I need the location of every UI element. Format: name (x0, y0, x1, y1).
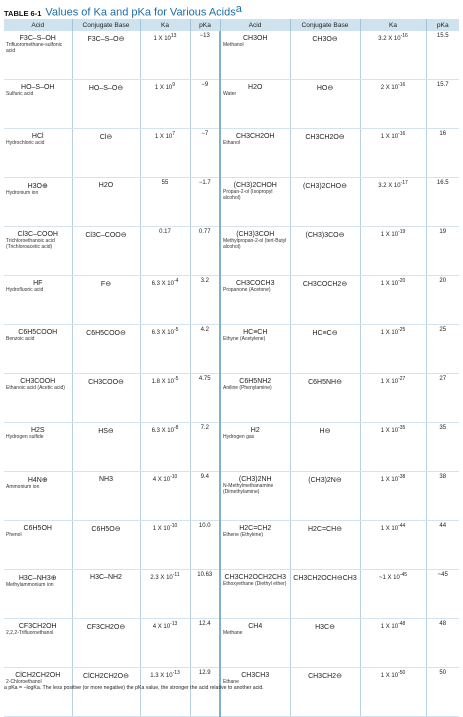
base-formula: CF3CH2O⊖ (86, 624, 126, 631)
ka-cell: 1 X $10^{-25}$ (360, 325, 426, 374)
header-ka-right: Ka (360, 19, 426, 31)
base-formula: Cl3C–COO⊖ (85, 232, 127, 239)
acid-name: 2,2,2-Trifluoroethanol (6, 630, 54, 636)
ka-cell: 2 X $10^{-16}$ (360, 80, 426, 129)
base-formula: C6H5COO⊖ (86, 330, 126, 337)
ka-cell: 3.2 X $10^{-17}$ (360, 178, 426, 227)
acid-cell (4, 227, 72, 276)
table-row (4, 325, 459, 374)
acid-name: Hydrofluoric acid (6, 287, 44, 293)
pka-cell: −7 (190, 129, 220, 178)
conjugate-base-cell (72, 80, 140, 129)
base-formula: HS⊖ (98, 428, 114, 435)
acid-name: Hydronium ion (6, 190, 39, 196)
acid-name: Ethanol (223, 140, 240, 146)
table-title: Values of Ka and pKa for Various Acids (45, 6, 236, 19)
acid-cell (220, 31, 290, 80)
conjugate-base-cell (290, 472, 360, 521)
acid-formula: C6H5OH (23, 525, 52, 532)
acid-name: Phenol (6, 532, 22, 538)
header-acid-right: Acid (220, 19, 290, 31)
base-formula: CH3COO⊖ (88, 379, 124, 386)
base-formula: C6H5O⊖ (91, 526, 121, 533)
ka-cell: 1 X $10^9$ (140, 80, 190, 129)
pka-cell: 20 (426, 276, 459, 325)
conjugate-base-cell (72, 570, 140, 619)
base-formula: (CH3)3CO⊖ (305, 232, 345, 239)
table-row (4, 521, 459, 570)
pka-cell: −13 (190, 31, 220, 80)
base-formula: CH3CH2O⊖ (305, 134, 345, 141)
pka-cell: 15.5 (426, 31, 459, 80)
acid-table (4, 19, 459, 717)
acid-cell (4, 619, 72, 668)
acid-name: Trifluoromethane-sulfonic acid (6, 42, 63, 54)
acid-name: Methanol (223, 42, 244, 48)
pka-cell: 19 (426, 227, 459, 276)
acid-formula: CH3OH (242, 35, 268, 42)
conjugate-base-cell (72, 521, 140, 570)
base-formula: ClCH2CH2O⊖ (83, 673, 129, 680)
acid-cell (220, 178, 290, 227)
acid-formula: ClCH2CH2OH (15, 672, 61, 679)
acid-formula: CH3CH3 (241, 672, 270, 679)
base-formula: H2C=CH⊖ (307, 526, 343, 533)
table-row (4, 178, 459, 227)
base-formula: H3C⊖ (315, 624, 335, 631)
pka-cell: 27 (426, 374, 459, 423)
title-superscript: a (235, 3, 242, 15)
acid-cell (4, 472, 72, 521)
conjugate-base-cell (72, 668, 140, 717)
ka-cell: 1 X $10^7$ (140, 129, 190, 178)
acid-name: Ethyne (Acetylene) (223, 336, 266, 342)
pka-cell: 44 (426, 521, 459, 570)
acid-formula: H3O⊕ (27, 183, 48, 190)
acid-cell (4, 521, 72, 570)
base-formula: CH3CH2OCH⊖CH3 (293, 575, 357, 582)
acid-name: Ethane (223, 679, 239, 685)
pka-cell: 48 (426, 619, 459, 668)
conjugate-base-cell (290, 276, 360, 325)
conjugate-base-cell (290, 570, 360, 619)
conjugate-base-cell (290, 325, 360, 374)
ka-cell: 4 X $10^{-10}$ (140, 472, 190, 521)
conjugate-base-cell (290, 374, 360, 423)
ka-cell: 1 X $10^{-27}$ (360, 374, 426, 423)
pka-cell: 4.2 (190, 325, 220, 374)
acid-name: Propanone (Acetone) (223, 287, 271, 293)
acid-name: Hydrogen gas (223, 434, 255, 440)
pka-cell: 10.0 (190, 521, 220, 570)
base-formula: HO–S–O⊖ (88, 85, 124, 92)
acid-formula: H2S (30, 427, 45, 434)
pka-cell: 12.9 (190, 668, 220, 717)
ka-cell: 1 X $10^{-20}$ (360, 276, 426, 325)
acid-formula: HCl (31, 133, 44, 140)
table-row (4, 472, 459, 521)
base-formula: CH3CH2⊖ (308, 673, 342, 680)
pka-cell: 16 (426, 129, 459, 178)
conjugate-base-cell (72, 472, 140, 521)
acid-name: Methylammonium ion (6, 582, 54, 588)
pka-cell: ~45 (426, 570, 459, 619)
table-row (4, 129, 459, 178)
acid-cell (220, 472, 290, 521)
pka-cell: 7.2 (190, 423, 220, 472)
acid-formula: H3C–NH3⊕ (18, 575, 57, 582)
acid-formula: HO–S–OH (21, 84, 55, 91)
pka-cell: 4.75 (190, 374, 220, 423)
acid-cell (220, 80, 290, 129)
acid-cell (4, 276, 72, 325)
ka-cell: 55 (140, 178, 190, 227)
table-row (4, 276, 459, 325)
conjugate-base-cell (290, 178, 360, 227)
pka-cell: 12.4 (190, 619, 220, 668)
table-row (4, 227, 459, 276)
table-row (4, 570, 459, 619)
table-number: TABLE 6-1 (4, 8, 42, 18)
pka-cell: 38 (426, 472, 459, 521)
pka-cell: 16.5 (426, 178, 459, 227)
header-base-left: Conjugate Base (72, 19, 140, 31)
conjugate-base-cell (72, 276, 140, 325)
conjugate-base-cell (290, 80, 360, 129)
ka-cell: 4 X $10^{-13}$ (140, 619, 190, 668)
conjugate-base-cell (72, 423, 140, 472)
acid-formula: C6H5NH2 (239, 378, 272, 385)
pka-cell: 9.4 (190, 472, 220, 521)
ka-cell: 0.17 (140, 227, 190, 276)
conjugate-base-cell (72, 325, 140, 374)
acid-formula: CH4 (248, 623, 263, 630)
acid-cell (220, 374, 290, 423)
ka-cell: 1 X $10^{-10}$ (140, 521, 190, 570)
base-formula: H⊖ (319, 428, 331, 435)
acid-formula: HC≡CH (243, 329, 268, 336)
base-formula: F⊖ (100, 281, 112, 288)
header-ka-left: Ka (140, 19, 190, 31)
conjugate-base-cell (290, 668, 360, 717)
conjugate-base-cell (72, 227, 140, 276)
acid-name: N-Methylmethanamine (Dimethylamine) (223, 483, 274, 495)
pka-cell: 10.63 (190, 570, 220, 619)
ka-cell: 6.3 X $10^{-8}$ (140, 423, 190, 472)
acid-name: Hydrochloric acid (6, 140, 45, 146)
acid-cell (220, 570, 290, 619)
conjugate-base-cell (290, 129, 360, 178)
acid-cell (4, 374, 72, 423)
acid-formula: CH3CH2OCH2CH3 (224, 574, 286, 581)
acid-name: Ammonium ion (6, 484, 40, 490)
acid-cell (220, 668, 290, 717)
acid-formula: H2 (250, 427, 260, 434)
acid-name: Ethoxyethane (Diethyl ether) (223, 581, 287, 587)
acid-formula: CH3CH2OH (235, 133, 275, 140)
conjugate-base-cell (290, 521, 360, 570)
ka-cell: 2.3 X $10^{-11}$ (140, 570, 190, 619)
table-row (4, 619, 459, 668)
acid-formula: CH3COCH3 (235, 280, 275, 287)
acid-cell (220, 325, 290, 374)
ka-cell: 1 X $10^{-38}$ (360, 472, 426, 521)
acid-cell (4, 80, 72, 129)
conjugate-base-cell (72, 31, 140, 80)
acid-formula: F3C–S–OH (19, 35, 56, 42)
ka-cell: 6.3 X $10^{-4}$ (140, 276, 190, 325)
acid-cell (220, 521, 290, 570)
acid-name: Trichloroethanoic acid (Trichloroacetic acid) (6, 238, 55, 250)
ka-cell: 3.2 X $10^{-16}$ (360, 31, 426, 80)
acid-name: Ethene (Ethylene) (223, 532, 264, 538)
acid-formula: CF3CH2OH (18, 623, 57, 630)
acid-cell (4, 423, 72, 472)
header-row (4, 19, 459, 31)
acid-formula: H4N⊕ (27, 477, 48, 484)
table-row (4, 80, 459, 129)
ka-cell: 6.3 X $10^{-5}$ (140, 325, 190, 374)
pka-cell: 50 (426, 668, 459, 717)
ka-cell: 1 X $10^{-16}$ (360, 129, 426, 178)
pka-cell: 3.2 (190, 276, 220, 325)
acid-cell (220, 129, 290, 178)
base-formula: CH3COCH2⊖ (302, 281, 348, 288)
acid-name: 2-Chloroethanol (6, 679, 42, 685)
acid-cell (4, 178, 72, 227)
ka-cell: ~1 X $10^{-45}$ (360, 570, 426, 619)
acid-formula: (CH3)2NH (238, 476, 272, 483)
acid-name: Water (223, 91, 237, 97)
ka-cell: 1 X $10^{13}$ (140, 31, 190, 80)
conjugate-base-cell (290, 423, 360, 472)
acid-cell (4, 129, 72, 178)
table-caption (4, 3, 242, 17)
table-row (4, 668, 459, 717)
acid-formula: (CH3)2CHOH (233, 182, 277, 189)
ka-cell: 1 X $10^{-50}$ (360, 668, 426, 717)
acid-cell (220, 619, 290, 668)
acid-formula: H2O (248, 84, 263, 91)
table-row (4, 31, 459, 80)
acid-cell (220, 276, 290, 325)
header-acid-left: Acid (4, 19, 72, 31)
base-formula: H2O (98, 182, 114, 189)
pka-cell: 0.77 (190, 227, 220, 276)
acid-formula: HF (33, 280, 43, 287)
conjugate-base-cell (72, 178, 140, 227)
acid-formula: Cl3C–COOH (17, 231, 58, 238)
ka-cell: 1.3 X $10^{-13}$ (140, 668, 190, 717)
base-formula: F3C–S–O⊖ (87, 36, 125, 43)
ka-cell: 1 X $10^{-35}$ (360, 423, 426, 472)
ka-cell: 1 X $10^{-48}$ (360, 619, 426, 668)
ka-cell: 1 X $10^{-44}$ (360, 521, 426, 570)
pka-cell: −1.7 (190, 178, 220, 227)
header-pka-left: pKa (190, 19, 220, 31)
base-formula: CH3O⊖ (312, 36, 338, 43)
acid-name: Aniline (Phenylamine) (223, 385, 272, 391)
acid-cell (4, 570, 72, 619)
base-formula: Cl⊖ (99, 134, 113, 141)
acid-name: Propan-2-ol (Isopropyl alcohol) (223, 189, 273, 201)
base-formula: NH3 (98, 476, 113, 483)
acid-name: Methylpropan-2-ol (tert-Butyl alcohol) (223, 238, 287, 250)
acid-cell (4, 668, 72, 717)
acid-formula: CH3COOH (20, 378, 56, 385)
conjugate-base-cell (290, 619, 360, 668)
ka-cell: 1.8 X $10^{-5}$ (140, 374, 190, 423)
acid-formula: (CH3)3COH (236, 231, 275, 238)
conjugate-base-cell (72, 619, 140, 668)
pka-cell: 35 (426, 423, 459, 472)
conjugate-base-cell (72, 129, 140, 178)
acid-name: Sulfuric acid (6, 91, 34, 97)
acid-cell (220, 227, 290, 276)
pka-cell: −9 (190, 80, 220, 129)
table-row (4, 374, 459, 423)
conjugate-base-cell (290, 227, 360, 276)
acid-cell (220, 423, 290, 472)
base-formula: H3C–NH2 (90, 574, 122, 581)
pka-cell: 15.7 (426, 80, 459, 129)
acid-name: Hydrogen sulfide (6, 434, 44, 440)
header-base-right: Conjugate Base (290, 19, 360, 31)
header-pka-right: pKa (426, 19, 459, 31)
acid-formula: C6H5COOH (18, 329, 58, 336)
footnote: a pKa = −logKa. The less positive (or more negative) the pKa value, the stronger the acid relative to another acid. (4, 685, 264, 691)
conjugate-base-cell (72, 374, 140, 423)
acid-name: Benzoic acid (6, 336, 35, 342)
acid-name: Ethanoic acid (Acetic acid) (6, 385, 65, 391)
conjugate-base-cell (290, 31, 360, 80)
base-formula: C6H5NH⊖ (308, 379, 342, 386)
base-formula: HO⊖ (316, 85, 334, 92)
acid-cell (4, 31, 72, 80)
base-formula: (CH3)2CHO⊖ (303, 183, 347, 190)
acid-cell (4, 325, 72, 374)
ka-cell: 1 X $10^{-19}$ (360, 227, 426, 276)
base-formula: HC≡C⊖ (312, 330, 338, 337)
table-row (4, 423, 459, 472)
acid-formula: H2C=CH2 (239, 525, 272, 532)
pka-cell: 25 (426, 325, 459, 374)
base-formula: (CH3)2N⊖ (308, 477, 342, 484)
acid-name: Methane (223, 630, 243, 636)
